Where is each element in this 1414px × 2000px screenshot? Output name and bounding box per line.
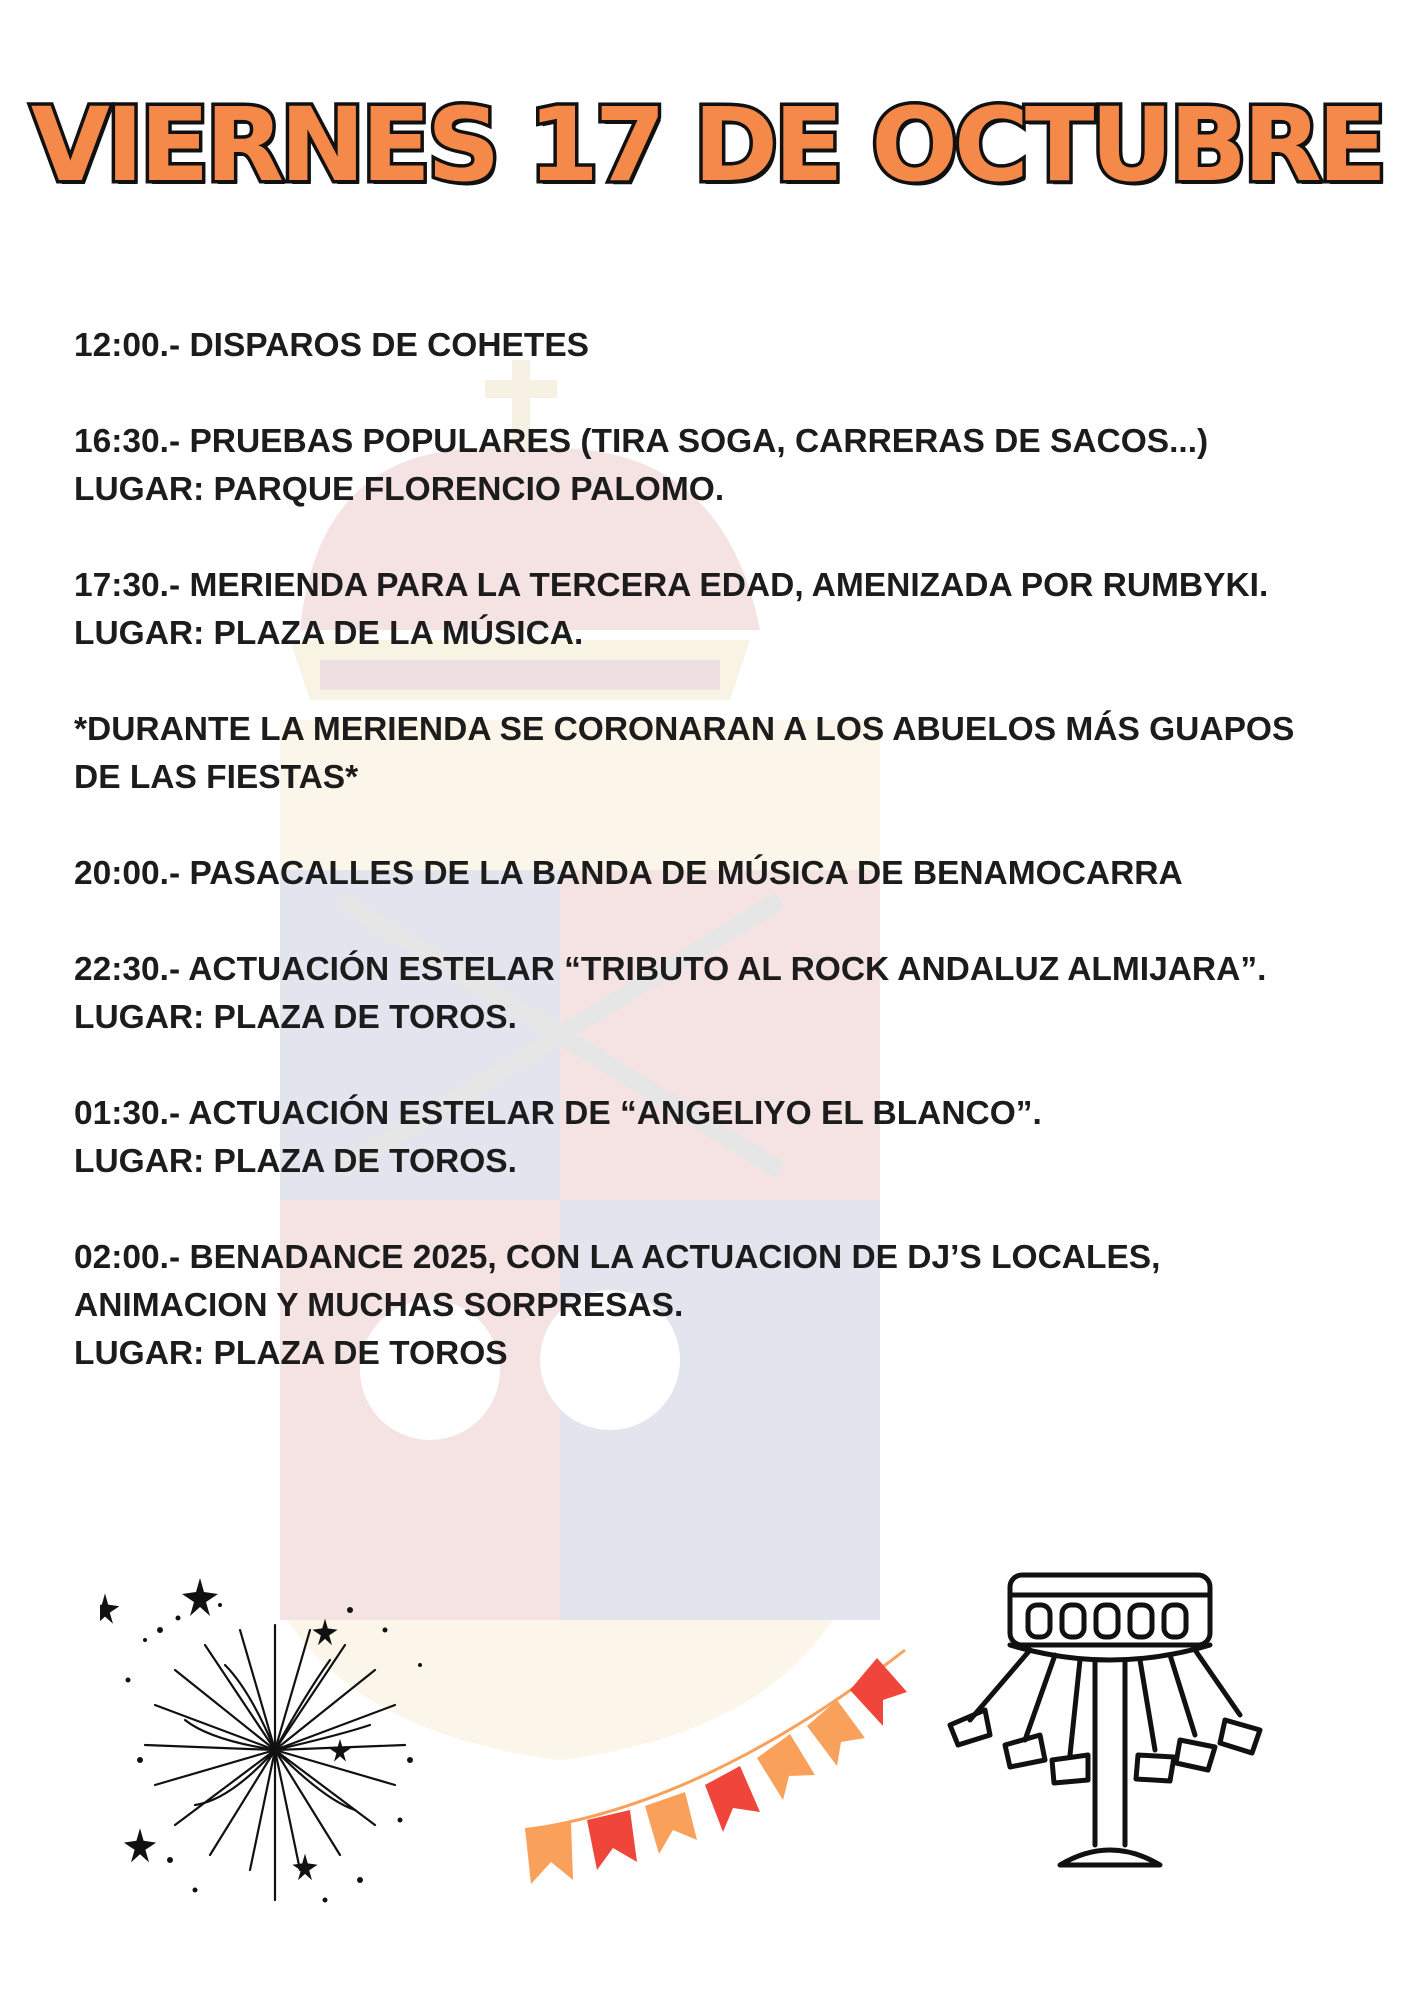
event-line: 01:30.- ACTUACIÓN ESTELAR DE “ANGELIYO EL BLANCO”. [74, 1095, 1042, 1132]
event-item [74, 322, 1354, 370]
event-item [74, 1234, 1354, 1378]
event-item [74, 850, 1354, 898]
event-location: LUGAR: PLAZA DE TOROS. [74, 999, 517, 1036]
event-note [74, 706, 1354, 802]
event-line: *DURANTE LA MERIENDA SE CORONARAN A LOS ABUELOS MÁS GUAPOS [74, 711, 1295, 748]
event-line: 22:30.- ACTUACIÓN ESTELAR “TRIBUTO AL ROCK ANDALUZ ALMIJARA”. [74, 951, 1267, 988]
event-item [74, 562, 1354, 658]
event-schedule [74, 322, 1354, 1426]
event-line: 17:30.- MERIENDA PARA LA TERCERA EDAD, AMENIZADA POR RUMBYKI. [74, 567, 1269, 604]
event-item [74, 1090, 1354, 1186]
event-location: LUGAR: PLAZA DE TOROS. [74, 1143, 517, 1180]
event-line: ANIMACION Y MUCHAS SORPRESAS. [74, 1287, 684, 1324]
event-line: 16:30.- PRUEBAS POPULARES (TIRA SOGA, CARRERAS DE SACOS...) [74, 423, 1209, 460]
event-line: 12:00.- DISPAROS DE COHETES [74, 327, 590, 364]
event-location: LUGAR: PLAZA DE LA MÚSICA. [74, 615, 584, 652]
event-item [74, 946, 1354, 1042]
fireworks-icon [100, 1570, 450, 1920]
event-location: LUGAR: PARQUE FLORENCIO PALOMO. [74, 471, 725, 508]
swing-ride-icon [930, 1565, 1280, 1895]
event-line: 20:00.- PASACALLES DE LA BANDA DE MÚSICA DE BENAMOCARRA [74, 855, 1183, 892]
event-location: LUGAR: PLAZA DE TOROS [74, 1335, 508, 1372]
page-title: VIERNES 17 DE OCTUBRE [30, 86, 1384, 205]
event-line: 02:00.- BENADANCE 2025, CON LA ACTUACION DE DJ’S LOCALES, [74, 1239, 1161, 1276]
event-line: DE LAS FIESTAS* [74, 759, 359, 796]
event-item [74, 418, 1354, 514]
bunting-flags-icon [525, 1630, 915, 1890]
